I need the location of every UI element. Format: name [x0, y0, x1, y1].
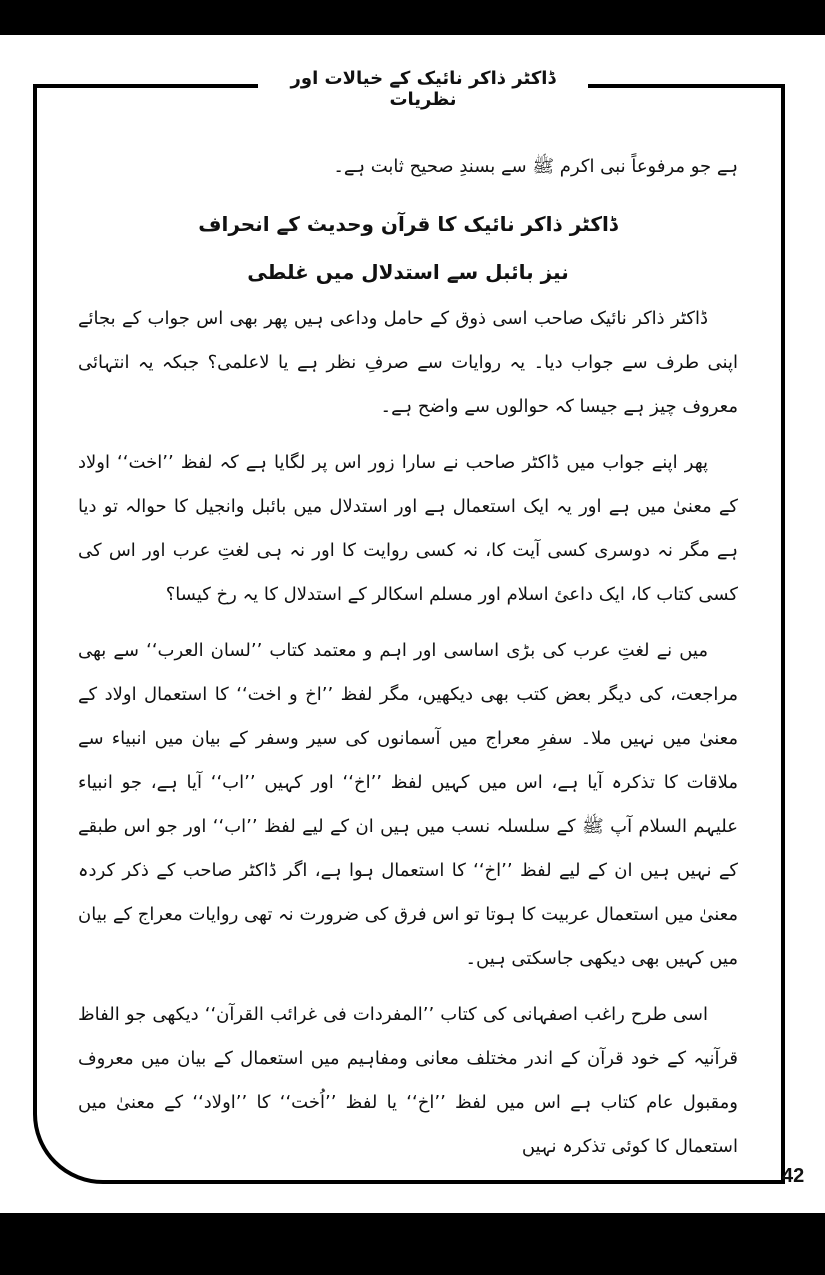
intro-line: ہے جو مرفوعاً نبی اکرم ﷺ سے بسندِ صحیح ثابت ہے۔: [333, 156, 738, 177]
section-heading-line-1: ڈاکٹر ذاکر نائیک کا قرآن وحدیث کے انحراف: [198, 212, 618, 236]
paragraph-1: ڈاکٹر ذاکر نائیک صاحب اسی ذوق کے حامل وداعی ہیں پھر بھی اس جواب کے بجائے اپنی طرف سے جواب دیا۔ یہ روایات سے صرفِ نظر ہے یا لاعلمی؟ جبکہ یہ انتہائی معروف چیز ہے جیسا کہ حوالوں سے واضح ہے۔: [78, 308, 738, 417]
paragraph-2: پھر اپنے جواب میں ڈاکٹر صاحب نے سارا زور اس پر لگایا ہے کہ لفظ ’’اخت‘‘ اولاد کے معنیٰ میں ہے اور یہ ایک استعمال ہے اور استدلال میں بائبل وانجیل کا حوالہ تو دیا ہے مگر نہ دوسری کسی آیت کا، نہ کسی روایت کا اور نہ ہی لغتِ عرب اور اس کی کسی کتاب کا، ایک داعیٔ اسلام اور مسلم اسکالر کے استدلال کا یہ رخ کیسا؟: [78, 452, 738, 605]
page-number: 42: [782, 1165, 805, 1187]
paragraph-4: اسی طرح راغب اصفہانی کی کتاب ’’المفردات فی غرائب القرآن‘‘ دیکھی جو الفاظ قرآنیہ کے خود قرآن کے اندر مختلف معانی ومفاہیم میں استعمال کے بیان میں معروف ومقبول عام کتاب ہے اس میں لفظ ’’اخ‘‘ یا لفظ ’’اُخت‘‘ کا ’’اولاد‘‘ کے معنیٰ میں استعمال کا کوئی تذکرہ نہیں: [78, 1004, 738, 1157]
running-head-title: ڈاکٹر ذاکر نائیک کے خیالات اور نظریات: [290, 68, 556, 110]
bottom-black-band: [0, 1213, 825, 1275]
page-number-rule: [700, 1180, 780, 1184]
top-black-band: [0, 0, 825, 35]
paragraph-3: میں نے لغتِ عرب کی بڑی اساسی اور اہم و معتمد کتاب ’’لسان العرب‘‘ سے بھی مراجعت، کی دیگر بعض کتب بھی دیکھیں، مگر لفظ ’’اخ و اخت‘‘ کا استعمال اولاد کے معنیٰ میں نہیں ملا۔ سفرِ معراج میں آسمانوں کی سیر وسفر کے بیان میں انبیاء سے ملاقات کا تذکرہ آیا ہے، اس میں کہیں لفظ ’’اخ‘‘ اور کہیں ’’اب‘‘ آیا ہے، جو انبیاء علیہم السلام آپ ﷺ کے سلسلہ نسب میں ہیں ان کے لیے لفظ ’’اب‘‘ اور جو اس طبقے کے نہیں ہیں ان کے لیے لفظ ’’اخ‘‘ کا استعمال ہوا ہے، اگر ڈاکٹر صاحب کے ذکر کردہ معنیٰ میں استعمال عربیت کا ہوتا تو اس فرق کی ضرورت نہ تھی روایات معراج کے بیان میں کہیں بھی دیکھی جاسکتی ہیں۔: [78, 640, 738, 969]
section-heading-line-2: نیز بائبل سے استدلال میں غلطی: [247, 260, 569, 284]
page-body: [78, 145, 738, 1181]
